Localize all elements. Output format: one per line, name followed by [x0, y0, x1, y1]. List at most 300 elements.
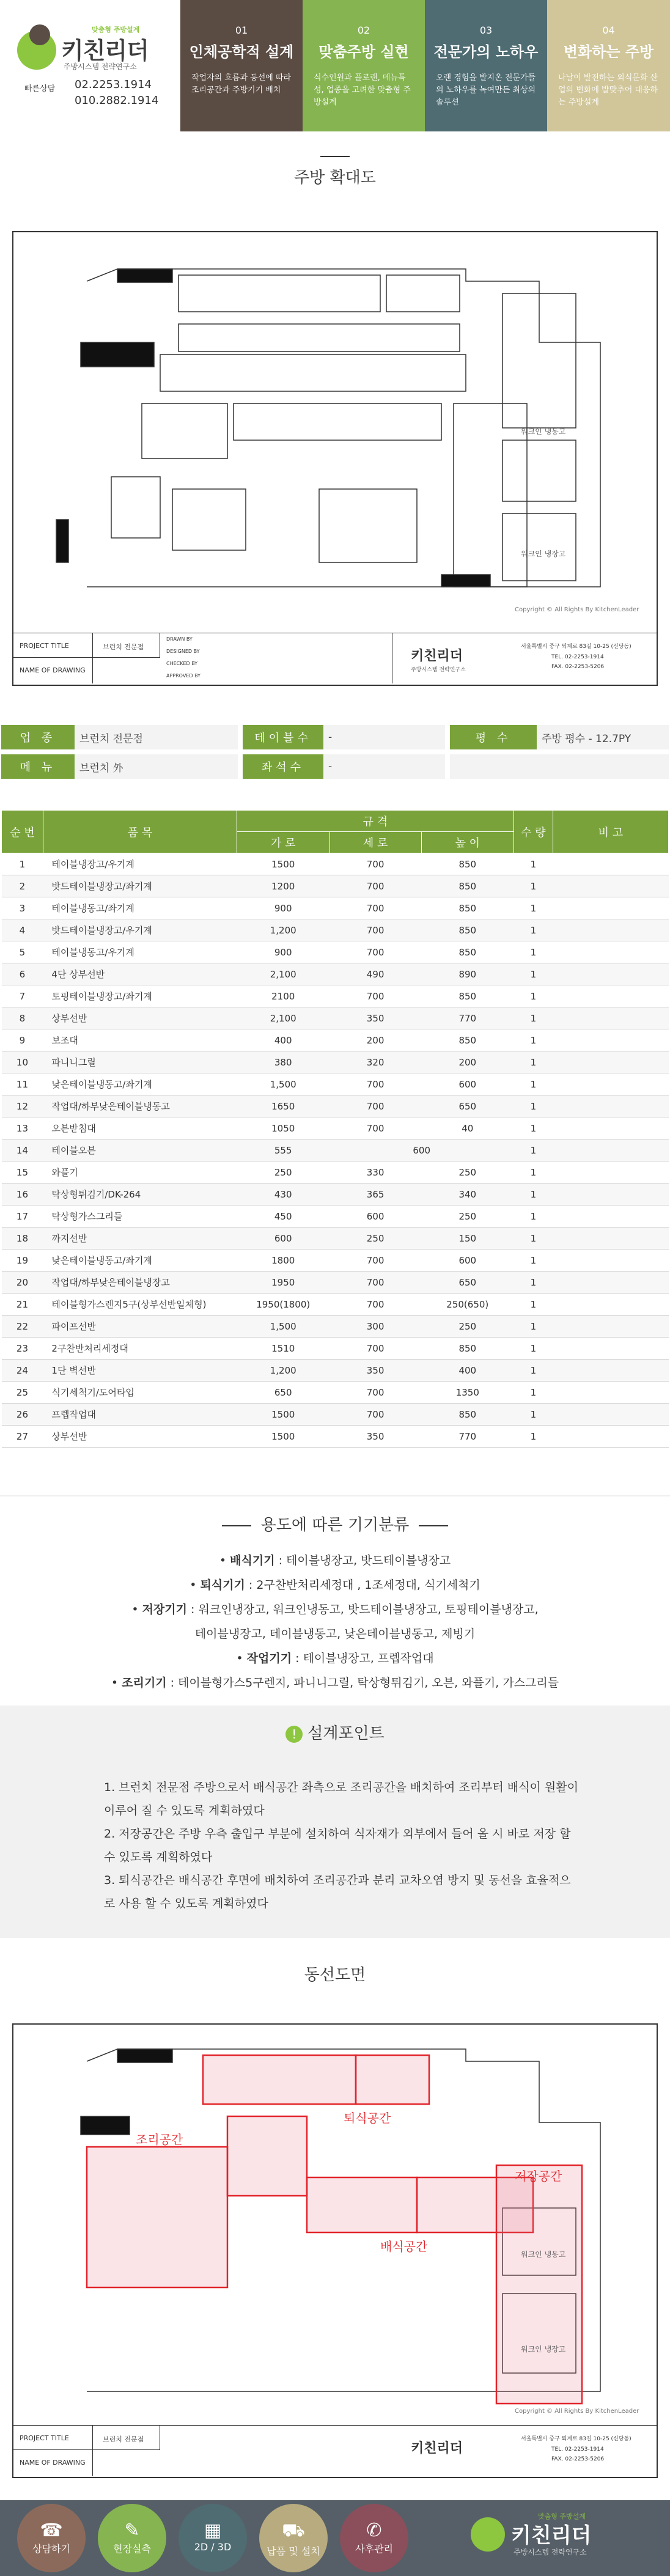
section-divider: [320, 156, 350, 157]
col-width: 가 로: [237, 832, 329, 853]
title-block-2: [13, 2425, 657, 2476]
table-cell: 250: [421, 1316, 514, 1338]
col-no: 순 번: [2, 811, 43, 853]
floor-plan-svg: [13, 232, 657, 630]
table-cell: 400: [421, 1360, 514, 1382]
table-cell: 1,500: [237, 1073, 329, 1095]
info-seats: -: [323, 754, 445, 779]
title-block: [13, 633, 657, 684]
table-cell: [553, 1316, 668, 1338]
label-walkin-fridge: 워크인 냉장고: [521, 550, 566, 558]
feature-card-1: [180, 0, 303, 131]
table-cell: 토핑테이블냉장고/좌기계: [43, 985, 237, 1007]
col-spec: 규 격: [237, 811, 514, 832]
table-cell: 1500: [237, 1404, 329, 1426]
table-cell: 식기세척기/도어타입: [43, 1382, 237, 1404]
usage-line-4: 테이블냉장고, 테이블냉동고, 낮은테이블냉동고, 제빙기: [194, 1627, 476, 1641]
info-menu-label: 메 뉴: [1, 754, 75, 779]
table-cell: 24: [2, 1360, 43, 1382]
table-row: [2, 1007, 669, 1029]
table-cell: 밧드테이블냉장고/우기계: [43, 919, 237, 941]
table-row: [2, 963, 669, 985]
footer-aftercare-button[interactable]: ✆ 사후관리: [340, 2504, 408, 2572]
table-cell: 1: [514, 897, 553, 919]
info-industry-label: 업 종: [1, 725, 75, 749]
table-cell: [553, 1426, 668, 1448]
table-cell: 770: [421, 1007, 514, 1029]
table-cell: 700: [329, 1117, 421, 1139]
table-cell: 9: [2, 1029, 43, 1051]
table-cell: 1: [514, 1360, 553, 1382]
section-title-flow-plan: 동선도면: [304, 1966, 366, 1984]
section-title-usage: [0, 1512, 670, 1535]
table-cell: 350: [329, 1007, 421, 1029]
table-cell: 6: [2, 963, 43, 985]
table-cell: 700: [329, 897, 421, 919]
table-cell: 밧드테이블냉장고/좌기계: [43, 875, 237, 897]
table-cell: 340: [421, 1183, 514, 1205]
table-cell: 700: [329, 853, 421, 875]
table-cell: [553, 1183, 668, 1205]
project-title-label: PROJECT TITLE: [13, 633, 93, 658]
footer-logo-icon: [471, 2517, 505, 2552]
table-cell: [553, 1029, 668, 1051]
table-cell: 320: [329, 1051, 421, 1073]
table-cell: 테이블오븐: [43, 1139, 237, 1161]
table-cell: 600: [237, 1227, 329, 1249]
table-cell: 1: [514, 853, 553, 875]
title-block-company: 키친리더: [411, 649, 463, 664]
table-cell: [553, 1095, 668, 1117]
table-cell: 1200: [237, 875, 329, 897]
table-cell: 프렙작업대: [43, 1404, 237, 1426]
table-row: [2, 1161, 669, 1183]
phone-icon: ☎: [40, 2520, 63, 2541]
table-cell: 1500: [237, 853, 329, 875]
table-cell: 8: [2, 1007, 43, 1029]
table-cell: 700: [329, 1338, 421, 1360]
info-menu: 브런치 外: [75, 754, 238, 779]
usage-title-text: 용도에 따른 기기분류: [260, 1516, 410, 1534]
table-cell: 27: [2, 1426, 43, 1448]
table-cell: [553, 1360, 668, 1382]
table-cell: 17: [2, 1205, 43, 1227]
logo-title[interactable]: 키친리더: [61, 37, 149, 64]
table-cell: 11: [2, 1073, 43, 1095]
table-cell: 2구찬반처리세정대: [43, 1338, 237, 1360]
col-note: 비 고: [553, 811, 668, 853]
card-number: 01: [235, 24, 248, 36]
table-cell: 250: [237, 1161, 329, 1183]
footer-tagline: 맞춤형 주방설계: [538, 2512, 586, 2520]
table-row: [2, 1426, 669, 1448]
table-cell: 오븐받침대: [43, 1117, 237, 1139]
table-cell: 테이블형가스렌지5구(상부선반일체형): [43, 1294, 237, 1316]
table-cell: 700: [329, 919, 421, 941]
info-industry: 브런치 전문점: [75, 725, 238, 749]
table-row: [2, 1095, 669, 1117]
table-cell: 700: [329, 1382, 421, 1404]
copyright-text-2: Copyright © All Rights By KitchenLeader: [515, 2408, 639, 2415]
table-row: [2, 941, 669, 963]
table-cell: 1: [514, 1073, 553, 1095]
table-cell: 테이블냉동고/좌기계: [43, 897, 237, 919]
table-cell: 450: [237, 1205, 329, 1227]
title-block-fax-2: FAX. 02-2253-5206: [551, 2456, 605, 2462]
table-cell: 430: [237, 1183, 329, 1205]
table-cell: 10: [2, 1051, 43, 1073]
table-cell: 1: [514, 1095, 553, 1117]
table-cell: 1510: [237, 1338, 329, 1360]
footer-measure-button[interactable]: ✎ 현장실측: [98, 2504, 166, 2572]
table-cell: 1500: [237, 1426, 329, 1448]
table-cell: 1650: [237, 1095, 329, 1117]
table-row: [2, 1205, 669, 1227]
table-cell: 490: [329, 963, 421, 985]
drawing-name-label-2: NAME OF DRAWING: [13, 2450, 93, 2476]
table-cell: 850: [421, 1338, 514, 1360]
table-cell: 250: [329, 1227, 421, 1249]
table-cell: 350: [329, 1360, 421, 1382]
table-cell: 600: [421, 1249, 514, 1271]
truck-icon: ⛟: [282, 2520, 305, 2541]
table-cell: 1: [514, 1161, 553, 1183]
table-cell: [553, 1382, 668, 1404]
table-cell: [553, 1271, 668, 1294]
card-title: 전문가의 노하우: [433, 43, 539, 61]
table-row: [2, 1360, 669, 1382]
feature-card-2: [303, 0, 425, 131]
table-cell: 650: [237, 1382, 329, 1404]
table-cell: 1: [514, 1029, 553, 1051]
table-cell: 3: [2, 897, 43, 919]
table-cell: 850: [421, 1404, 514, 1426]
meta-checked-by: CHECKED BY: [166, 661, 198, 666]
table-cell: [553, 1073, 668, 1095]
phone-number-2[interactable]: 010.2882.1914: [75, 94, 159, 107]
meta-designed-by: DESIGNED BY: [166, 649, 200, 654]
table-cell: 250(650): [421, 1294, 514, 1316]
info-area-label: 평 수: [450, 725, 537, 749]
design-point-title-text: 설계포인트: [307, 1724, 385, 1743]
table-cell: 1: [514, 1007, 553, 1029]
drawing-name-label: NAME OF DRAWING: [13, 658, 93, 683]
table-row: [2, 1183, 669, 1205]
table-cell: 12: [2, 1095, 43, 1117]
table-cell: 850: [421, 941, 514, 963]
table-cell: 700: [329, 1294, 421, 1316]
table-cell: 작업대/하부낮은테이블냉장고: [43, 1271, 237, 1294]
col-height: 높 이: [421, 832, 514, 853]
table-cell: 700: [329, 1271, 421, 1294]
design-point-list: [104, 1776, 581, 1915]
table-cell: 2: [2, 875, 43, 897]
card-number: 04: [602, 24, 615, 36]
table-row: [2, 1029, 669, 1051]
wrench-icon: ✆: [366, 2520, 382, 2541]
title-block-company-2: 키친리더: [411, 2441, 463, 2456]
table-cell: 1: [514, 1426, 553, 1448]
table-cell: 890: [421, 963, 514, 985]
ruler-icon: ✎: [124, 2520, 140, 2541]
usage-line-2: • 퇴식기기 : 2구찬반처리세정대 , 1조세정대, 식기세척기: [190, 1578, 480, 1592]
design-point-title: [0, 1721, 670, 1743]
table-cell: 850: [421, 919, 514, 941]
table-cell: 1,200: [237, 1360, 329, 1382]
title-block-address-2: 서울특별시 중구 퇴계로 83길 10-25 (신당동): [521, 2436, 631, 2442]
footer-2d3d-button[interactable]: ▦ 2D / 3D: [179, 2504, 247, 2572]
table-cell: 700: [329, 1095, 421, 1117]
table-cell: [553, 985, 668, 1007]
table-cell: 13: [2, 1117, 43, 1139]
feature-card-4: [547, 0, 670, 131]
table-row: [2, 1404, 669, 1426]
table-cell: 250: [421, 1161, 514, 1183]
table-cell: 380: [237, 1051, 329, 1073]
usage-divider: [0, 1495, 670, 1496]
table-cell: 파이프선반: [43, 1316, 237, 1338]
table-cell: 상부선반: [43, 1426, 237, 1448]
table-cell: [553, 941, 668, 963]
table-row: [2, 919, 669, 941]
table-cell: 700: [329, 985, 421, 1007]
table-cell: 850: [421, 897, 514, 919]
title-block-address: 서울특별시 중구 퇴계로 83길 10-25 (신당동): [521, 644, 631, 650]
logo-area: [0, 0, 180, 131]
table-cell: 700: [329, 1073, 421, 1095]
table-cell: 1800: [237, 1249, 329, 1271]
flow-plan-drawing: [12, 2023, 658, 2478]
title-block-tel: TEL. 02-2253-1914: [551, 654, 604, 660]
col-qty: 수 량: [514, 811, 553, 853]
table-cell: 365: [329, 1183, 421, 1205]
table-cell: 1: [2, 853, 43, 875]
card-title: 변화하는 주방: [563, 43, 654, 61]
table-cell: [553, 963, 668, 985]
card-desc: 나날이 발전하는 외식문화 산업의 변화에 발맞추어 대응하는 주방설계: [558, 73, 658, 107]
table-cell: 20: [2, 1271, 43, 1294]
table-cell: 1: [514, 1205, 553, 1227]
table-cell: 와플기: [43, 1161, 237, 1183]
table-cell: 19: [2, 1249, 43, 1271]
table-cell: 555: [237, 1139, 329, 1161]
table-cell: [553, 897, 668, 919]
table-cell: 600: [329, 1139, 514, 1161]
table-cell: [553, 919, 668, 941]
table-cell: 1050: [237, 1117, 329, 1139]
table-row: [2, 1338, 669, 1360]
table-row: [2, 1227, 669, 1249]
card-desc: 오랜 경험을 발지온 전문가들의 노하우를 녹여만든 최상의 솔루션: [436, 73, 536, 107]
table-row: [2, 1117, 669, 1139]
design-point-3: 3. 퇴식공간은 배식공간 후면에 배치하여 조리공간과 분리 교차오염 방지 및 동선을 효율적으로 사용 할 수 있도록 계획하였다: [104, 1874, 571, 1910]
table-cell: 1: [514, 1227, 553, 1249]
table-cell: 900: [237, 941, 329, 963]
table-row: [2, 897, 669, 919]
table-cell: 900: [237, 897, 329, 919]
table-cell: 테이블냉장고/우기계: [43, 853, 237, 875]
table-row: [2, 1382, 669, 1404]
table-cell: 700: [329, 875, 421, 897]
table-cell: 26: [2, 1404, 43, 1426]
table-cell: 330: [329, 1161, 421, 1183]
project-title-2: 브런치 전문점: [93, 2426, 160, 2450]
table-cell: 21: [2, 1294, 43, 1316]
project-title-label-2: PROJECT TITLE: [13, 2426, 93, 2450]
table-row: [2, 985, 669, 1007]
footer-consult-button[interactable]: ☎ 상담하기: [17, 2504, 86, 2572]
table-cell: 850: [421, 853, 514, 875]
exclamation-icon: !: [285, 1726, 303, 1743]
info-table: [1, 725, 669, 779]
table-row: [2, 875, 669, 897]
table-cell: 1: [514, 963, 553, 985]
zone-label-cooking: 조리공간: [136, 2132, 183, 2147]
table-cell: 1: [514, 1316, 553, 1338]
table-cell: 700: [329, 1404, 421, 1426]
table-cell: [553, 875, 668, 897]
table-row: [2, 1249, 669, 1271]
table-cell: 770: [421, 1426, 514, 1448]
usage-line-6: • 조리기기 : 테이블형가스5구렌지, 파니니그릴, 탁상형튀김기, 오븐, 와플기, 가스그리들: [111, 1676, 559, 1690]
table-cell: 상부선반: [43, 1007, 237, 1029]
table-cell: 40: [421, 1117, 514, 1139]
label-walkin-fridge-2: 워크인 냉장고: [521, 2345, 566, 2353]
design-point-2: 2. 저장공간은 주방 우측 출입구 부분에 설치하여 식자재가 외부에서 들어 올 시 바로 저장 할 수 있도록 계획하였다: [104, 1827, 571, 1864]
table-cell: 1: [514, 1338, 553, 1360]
table-cell: [553, 1117, 668, 1139]
table-cell: 낮은테이블냉동고/좌기계: [43, 1249, 237, 1271]
table-cell: 7: [2, 985, 43, 1007]
card-desc: 식수인원과 플로랜, 메뉴특성, 업종을 고려한 맞춤형 주방설계: [314, 73, 411, 107]
table-cell: 25: [2, 1382, 43, 1404]
feature-card-3: [425, 0, 547, 131]
equipment-rows: [2, 853, 669, 1448]
table-cell: 탁상형튀김기/DK-264: [43, 1183, 237, 1205]
design-point-1: 1. 브런치 전문점 주방으로서 배식공간 좌측으로 조리공간을 배치하여 조리부터 배식이 원활이 이루어 질 수 있도록 계획하였다: [104, 1781, 578, 1817]
footer-sub: 주방시스템 전략연구소: [514, 2548, 587, 2556]
table-cell: 1950(1800): [237, 1294, 329, 1316]
table-cell: 1: [514, 919, 553, 941]
table-cell: 1950: [237, 1271, 329, 1294]
phone-label: 빠른상담: [24, 84, 56, 94]
table-row: [2, 1294, 669, 1316]
flow-plan-svg: [13, 2025, 657, 2422]
table-cell: 15: [2, 1161, 43, 1183]
table-cell: 600: [329, 1205, 421, 1227]
title-block-fax: FAX. 02-2253-5206: [551, 664, 605, 670]
table-cell: 700: [329, 941, 421, 963]
table-cell: 5: [2, 941, 43, 963]
table-cell: 1,500: [237, 1316, 329, 1338]
table-cell: 2100: [237, 985, 329, 1007]
table-cell: 1: [514, 1117, 553, 1139]
zone-label-return: 퇴식공간: [344, 2111, 391, 2125]
kitchen-plan-drawing: [12, 231, 658, 686]
table-cell: 1: [514, 941, 553, 963]
table-row: [2, 853, 669, 875]
title-block-company-sub: 주방시스템 전략연구소: [411, 667, 466, 673]
table-cell: [553, 1205, 668, 1227]
col-depth: 세 로: [329, 832, 421, 853]
table-row: [2, 1271, 669, 1294]
meta-approved-by: APPROVED BY: [166, 673, 201, 679]
zone-label-storage: 저장공간: [515, 2169, 562, 2184]
table-cell: 850: [421, 985, 514, 1007]
info-tables: -: [323, 725, 445, 749]
table-cell: 18: [2, 1227, 43, 1249]
card-title: 맞춤주방 실현: [318, 43, 409, 61]
logo-subtitle: 주방시스템 전략연구소: [64, 62, 137, 71]
table-cell: 4: [2, 919, 43, 941]
col-name: 품 목: [43, 811, 237, 853]
equipment-table: [1, 810, 669, 1448]
table-cell: [553, 1227, 668, 1249]
table-cell: 1: [514, 875, 553, 897]
footer-brand[interactable]: 키친리더: [511, 2523, 592, 2548]
table-row: [2, 1139, 669, 1161]
table-cell: 1: [514, 1249, 553, 1271]
meta-drawn-by: DRAWN BY: [166, 636, 193, 642]
table-row: [2, 1073, 669, 1095]
table-cell: 200: [329, 1029, 421, 1051]
table-cell: [553, 1161, 668, 1183]
table-cell: 1: [514, 1051, 553, 1073]
logo-chef-icon: [29, 24, 50, 45]
table-cell: 테이블냉동고/우기계: [43, 941, 237, 963]
table-cell: 250: [421, 1205, 514, 1227]
card-number: 03: [479, 24, 493, 36]
table-row: [2, 1051, 669, 1073]
table-cell: 850: [421, 875, 514, 897]
usage-line-1: • 배식기기 : 테이블냉장고, 밧드테이블냉장고: [219, 1554, 451, 1567]
table-cell: 4단 상부선반: [43, 963, 237, 985]
table-cell: 650: [421, 1095, 514, 1117]
table-cell: 300: [329, 1316, 421, 1338]
project-title: 브런치 전문점: [93, 633, 160, 658]
table-cell: 보조대: [43, 1029, 237, 1051]
card-desc: 작업자의 흐름과 동선에 따라 조리공간과 주방기기 배치: [191, 73, 292, 95]
card-title: 인체공학적 설계: [189, 43, 294, 61]
table-cell: 16: [2, 1183, 43, 1205]
table-cell: 350: [329, 1426, 421, 1448]
title-block-tel-2: TEL. 02-2253-1914: [551, 2446, 604, 2453]
table-cell: [553, 1139, 668, 1161]
table-cell: 파니니그릴: [43, 1051, 237, 1073]
section-title-kitchen-plan: 주방 확대도: [294, 169, 376, 187]
phone-number-1[interactable]: 02.2253.1914: [75, 78, 152, 91]
info-seats-label: 좌석수: [243, 754, 323, 779]
table-cell: 600: [421, 1073, 514, 1095]
table-cell: 1350: [421, 1382, 514, 1404]
table-cell: 1: [514, 1271, 553, 1294]
table-cell: 2,100: [237, 1007, 329, 1029]
table-cell: 850: [421, 1029, 514, 1051]
table-cell: 1: [514, 985, 553, 1007]
label-walkin-freezer-2: 워크인 냉동고: [521, 2250, 566, 2259]
table-cell: 1: [514, 1382, 553, 1404]
layers-icon: ▦: [204, 2520, 222, 2541]
table-cell: [553, 1338, 668, 1360]
table-cell: [553, 1007, 668, 1029]
table-cell: 1: [514, 1183, 553, 1205]
table-cell: 1,200: [237, 919, 329, 941]
footer-install-button[interactable]: ⛟ 납품 및 설치: [259, 2504, 328, 2572]
table-cell: [553, 1404, 668, 1426]
table-cell: 1: [514, 1139, 553, 1161]
table-cell: 1단 벽선반: [43, 1360, 237, 1382]
table-cell: [553, 1051, 668, 1073]
